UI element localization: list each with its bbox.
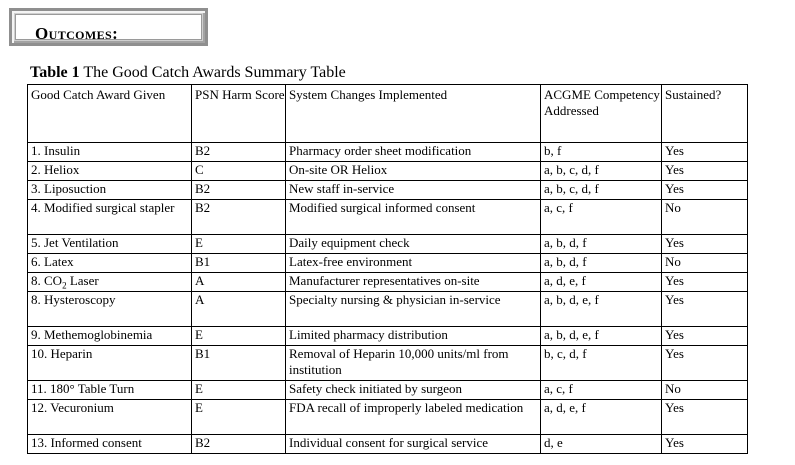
cell-system-change: Pharmacy order sheet modification (286, 143, 541, 162)
cell-award: 11. 180° Table Turn (28, 381, 192, 400)
cell-psn-harm-score: E (192, 327, 286, 346)
cell-award: 1. Insulin (28, 143, 192, 162)
cell-sustained: Yes (662, 143, 748, 162)
cell-award: 3. Liposuction (28, 181, 192, 200)
table-caption-label: Table 1 (30, 64, 80, 81)
cell-sustained: Yes (662, 292, 748, 327)
cell-system-change: Safety check initiated by surgeon (286, 381, 541, 400)
cell-psn-harm-score: B2 (192, 143, 286, 162)
header-cell-award: Good Catch Award Given (28, 85, 192, 143)
cell-acgme-competency: d, e (541, 435, 662, 454)
cell-psn-harm-score: B2 (192, 181, 286, 200)
cell-sustained: Yes (662, 435, 748, 454)
cell-system-change: Removal of Heparin 10,000 units/ml from institution (286, 346, 541, 381)
table-caption (30, 64, 346, 82)
cell-system-change: FDA recall of improperly labeled medication (286, 400, 541, 435)
table-row (28, 162, 748, 181)
cell-psn-harm-score: C (192, 162, 286, 181)
cell-acgme-competency: a, b, d, f (541, 254, 662, 273)
table-row (28, 346, 748, 381)
cell-award: 5. Jet Ventilation (28, 235, 192, 254)
cell-system-change: Individual consent for surgical service (286, 435, 541, 454)
table-row (28, 235, 748, 254)
cell-award: 9. Methemoglobinemia (28, 327, 192, 346)
cell-psn-harm-score: A (192, 292, 286, 327)
cell-acgme-competency: a, d, e, f (541, 400, 662, 435)
cell-system-change: Latex-free environment (286, 254, 541, 273)
cell-award: 13. Informed consent (28, 435, 192, 454)
cell-system-change: Limited pharmacy distribution (286, 327, 541, 346)
cell-sustained: Yes (662, 181, 748, 200)
cell-sustained: No (662, 254, 748, 273)
cell-award: 8. $CO_2$ Laser (28, 273, 192, 292)
cell-system-change: Daily equipment check (286, 235, 541, 254)
cell-acgme-competency: a, b, d, e, f (541, 292, 662, 327)
cell-sustained: Yes (662, 273, 748, 292)
cell-acgme-competency: a, c, f (541, 381, 662, 400)
cell-sustained: Yes (662, 235, 748, 254)
header-cell-sustained: Sustained? (662, 85, 748, 143)
table-row (28, 327, 748, 346)
table-row (28, 143, 748, 162)
cell-award: 8. Hysteroscopy (28, 292, 192, 327)
header-cell-psn-harm-score: PSN Harm Score (192, 85, 286, 143)
table-header-row (28, 85, 748, 143)
table-row (28, 292, 748, 327)
cell-psn-harm-score: B1 (192, 254, 286, 273)
table-caption-title: The Good Catch Awards Summary Table (83, 64, 346, 81)
cell-psn-harm-score: A (192, 273, 286, 292)
cell-system-change: Modified surgical informed consent (286, 200, 541, 235)
cell-award: 10. Heparin (28, 346, 192, 381)
cell-psn-harm-score: B1 (192, 346, 286, 381)
cell-system-change: On-site OR Heliox (286, 162, 541, 181)
cell-system-change: New staff in-service (286, 181, 541, 200)
table-row (28, 200, 748, 235)
outcomes-heading-box (9, 8, 208, 46)
header-cell-acgme-competency: ACGME Competency Addressed (541, 85, 662, 143)
good-catch-awards-table (27, 84, 748, 454)
cell-sustained: Yes (662, 346, 748, 381)
cell-acgme-competency: b, f (541, 143, 662, 162)
cell-acgme-competency: b, c, d, f (541, 346, 662, 381)
cell-sustained: Yes (662, 162, 748, 181)
cell-acgme-competency: a, d, e, f (541, 273, 662, 292)
cell-sustained: No (662, 200, 748, 235)
cell-acgme-competency: a, c, f (541, 200, 662, 235)
table-row (28, 181, 748, 200)
cell-award: 6. Latex (28, 254, 192, 273)
table-row (28, 381, 748, 400)
cell-psn-harm-score: E (192, 400, 286, 435)
cell-sustained: Yes (662, 400, 748, 435)
cell-psn-harm-score: B2 (192, 435, 286, 454)
table-body (28, 85, 748, 454)
cell-psn-harm-score: E (192, 381, 286, 400)
cell-system-change: Manufacturer representatives on-site (286, 273, 541, 292)
outcomes-heading-inner (15, 14, 202, 43)
cell-acgme-competency: a, b, c, d, f (541, 162, 662, 181)
cell-sustained: Yes (662, 327, 748, 346)
outcomes-heading: Outcomes: (35, 24, 119, 43)
cell-acgme-competency: a, b, d, e, f (541, 327, 662, 346)
cell-psn-harm-score: E (192, 235, 286, 254)
table-row (28, 254, 748, 273)
header-cell-system-changes: System Changes Implemented (286, 85, 541, 143)
cell-system-change: Specialty nursing & physician in-service (286, 292, 541, 327)
table-row (28, 273, 748, 292)
cell-award: 2. Heliox (28, 162, 192, 181)
cell-psn-harm-score: B2 (192, 200, 286, 235)
subscript-two: 2 (62, 280, 67, 291)
table-row (28, 400, 748, 435)
cell-acgme-competency: a, b, d, f (541, 235, 662, 254)
cell-acgme-competency: a, b, c, d, f (541, 181, 662, 200)
table-row (28, 435, 748, 454)
cell-sustained: No (662, 381, 748, 400)
cell-award: 12. Vecuronium (28, 400, 192, 435)
cell-award: 4. Modified surgical stapler (28, 200, 192, 235)
